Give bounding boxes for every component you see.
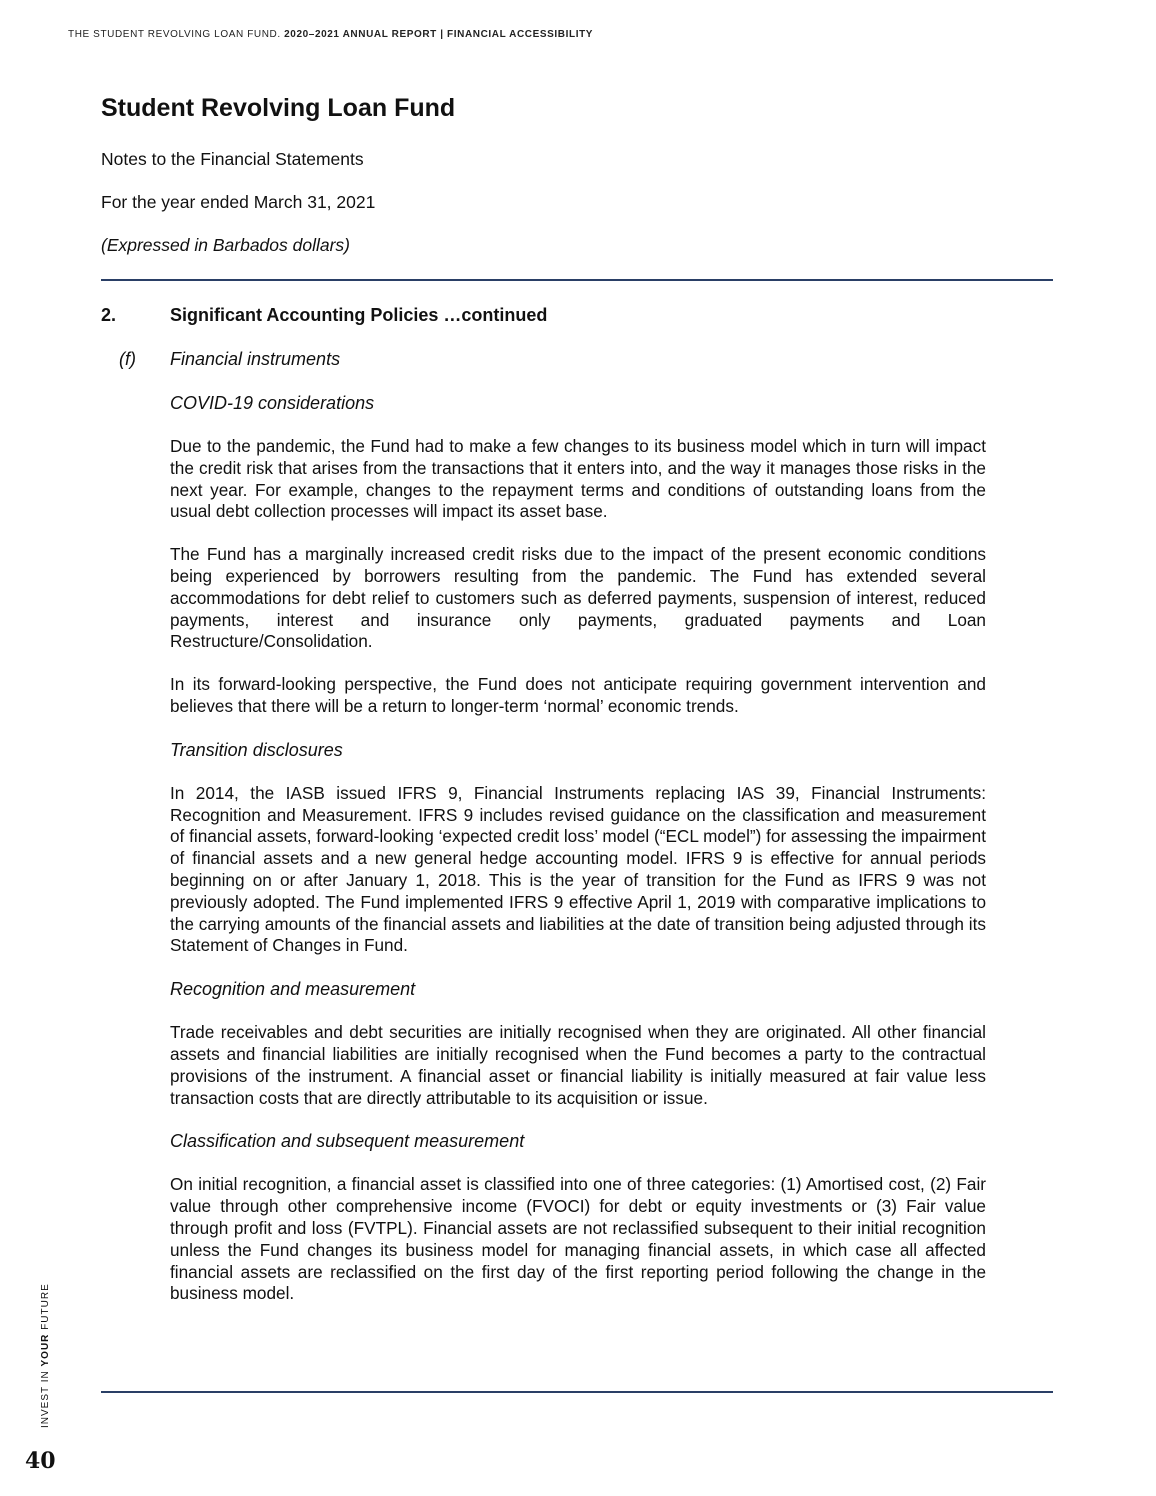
paragraph-covid-2: The Fund has a marginally increased credit risks due to the impact of the present economic conditions being experienced by borrowers resulting from the pandemic. The Fund has extended several accommodations for debt relief to customers such as deferred payments, suspension of interest, reduced payments, interest and insurance only payments, graduated payments and Loan Restructure/Consolidation. (170, 544, 986, 652)
running-header-bold: 2020–2021 ANNUAL REPORT | FINANCIAL ACCESSIBILITY (284, 29, 594, 40)
side-tagline-bold: YOUR (40, 1333, 51, 1367)
notes-body (170, 392, 986, 1326)
running-header (68, 29, 593, 40)
page-number: 40 (25, 1448, 56, 1474)
subsection-letter: (f) (119, 349, 136, 369)
side-tagline-pre: INVEST IN (40, 1370, 51, 1428)
side-tagline (40, 1283, 51, 1428)
heading-recognition: Recognition and measurement (170, 979, 416, 1000)
reporting-period: For the year ended March 31, 2021 (101, 192, 376, 212)
document-subtitle: Notes to the Financial Statements (101, 149, 364, 169)
top-divider (101, 279, 1053, 281)
paragraph-classification: On initial recognition, a financial asset is classified into one of three categories: (1) Amortised cost, (2) Fair value through other comprehensive income (FVOCI) for debt or equity investments or (3) Fair value through profit and loss (FVTPL). Financial assets are not reclassified subsequent to their initial recognition unless the Fund changes its business model for managing financial assets, in which case all affected financial assets are reclassified on the first day of the first reporting period following the change in the business model. (170, 1174, 986, 1304)
running-header-plain: THE STUDENT REVOLVING LOAN FUND. (68, 29, 281, 40)
currency-note: (Expressed in Barbados dollars) (101, 235, 351, 255)
paragraph-covid-1: Due to the pandemic, the Fund had to make a few changes to its business model which in turn will impact the credit risk that arises from the transactions that it enters into, and the way it manages those risks in the next year. For example, changes to the repayment terms and conditions of outstanding loans from the usual debt collection processes will impact its asset base. (170, 436, 986, 522)
heading-transition: Transition disclosures (170, 739, 343, 760)
bottom-divider (101, 1391, 1053, 1393)
subsection-title: Financial instruments (170, 349, 341, 369)
section-title: Significant Accounting Policies …continued (170, 305, 548, 325)
section-number: 2. (101, 305, 117, 325)
paragraph-recognition: Trade receivables and debt securities are initially recognised when they are originated. All other financial assets and financial liabilities are initially recognised when the Fund becomes a party to the contractual provisions of the instrument. A financial asset or financial liability is initially measured at fair value less transaction costs that are directly attributable to its acquisition or issue. (170, 1022, 986, 1108)
paragraph-transition: In 2014, the IASB issued IFRS 9, Financial Instruments replacing IAS 39, Financial Instruments: Recognition and Measurement. IFRS 9 includes revised guidance on the classification and measurement of financial assets, forward-looking ‘expected credit loss’ model (“ECL model”) for assessing the impairment of financial assets and a new general hedge accounting model. IFRS 9 is effective for annual periods beginning on or after January 1, 2018. This is the year of transition for the Fund as IFRS 9 was not previously adopted. The Fund implemented IFRS 9 effective April 1, 2019 with comparative implications to the carrying amounts of the financial assets and liabilities at the date of transition being adjusted through its Statement of Changes in Fund. (170, 782, 986, 956)
heading-classification: Classification and subsequent measurement (170, 1131, 525, 1152)
heading-covid: COVID-19 considerations (170, 393, 375, 413)
side-tagline-post: FUTURE (40, 1283, 51, 1330)
paragraph-covid-3: In its forward-looking perspective, the Fund does not anticipate requiring government intervention and believes that there will be a return to longer-term ‘normal’ economic trends. (170, 674, 986, 716)
document-title: Student Revolving Loan Fund (101, 94, 456, 122)
